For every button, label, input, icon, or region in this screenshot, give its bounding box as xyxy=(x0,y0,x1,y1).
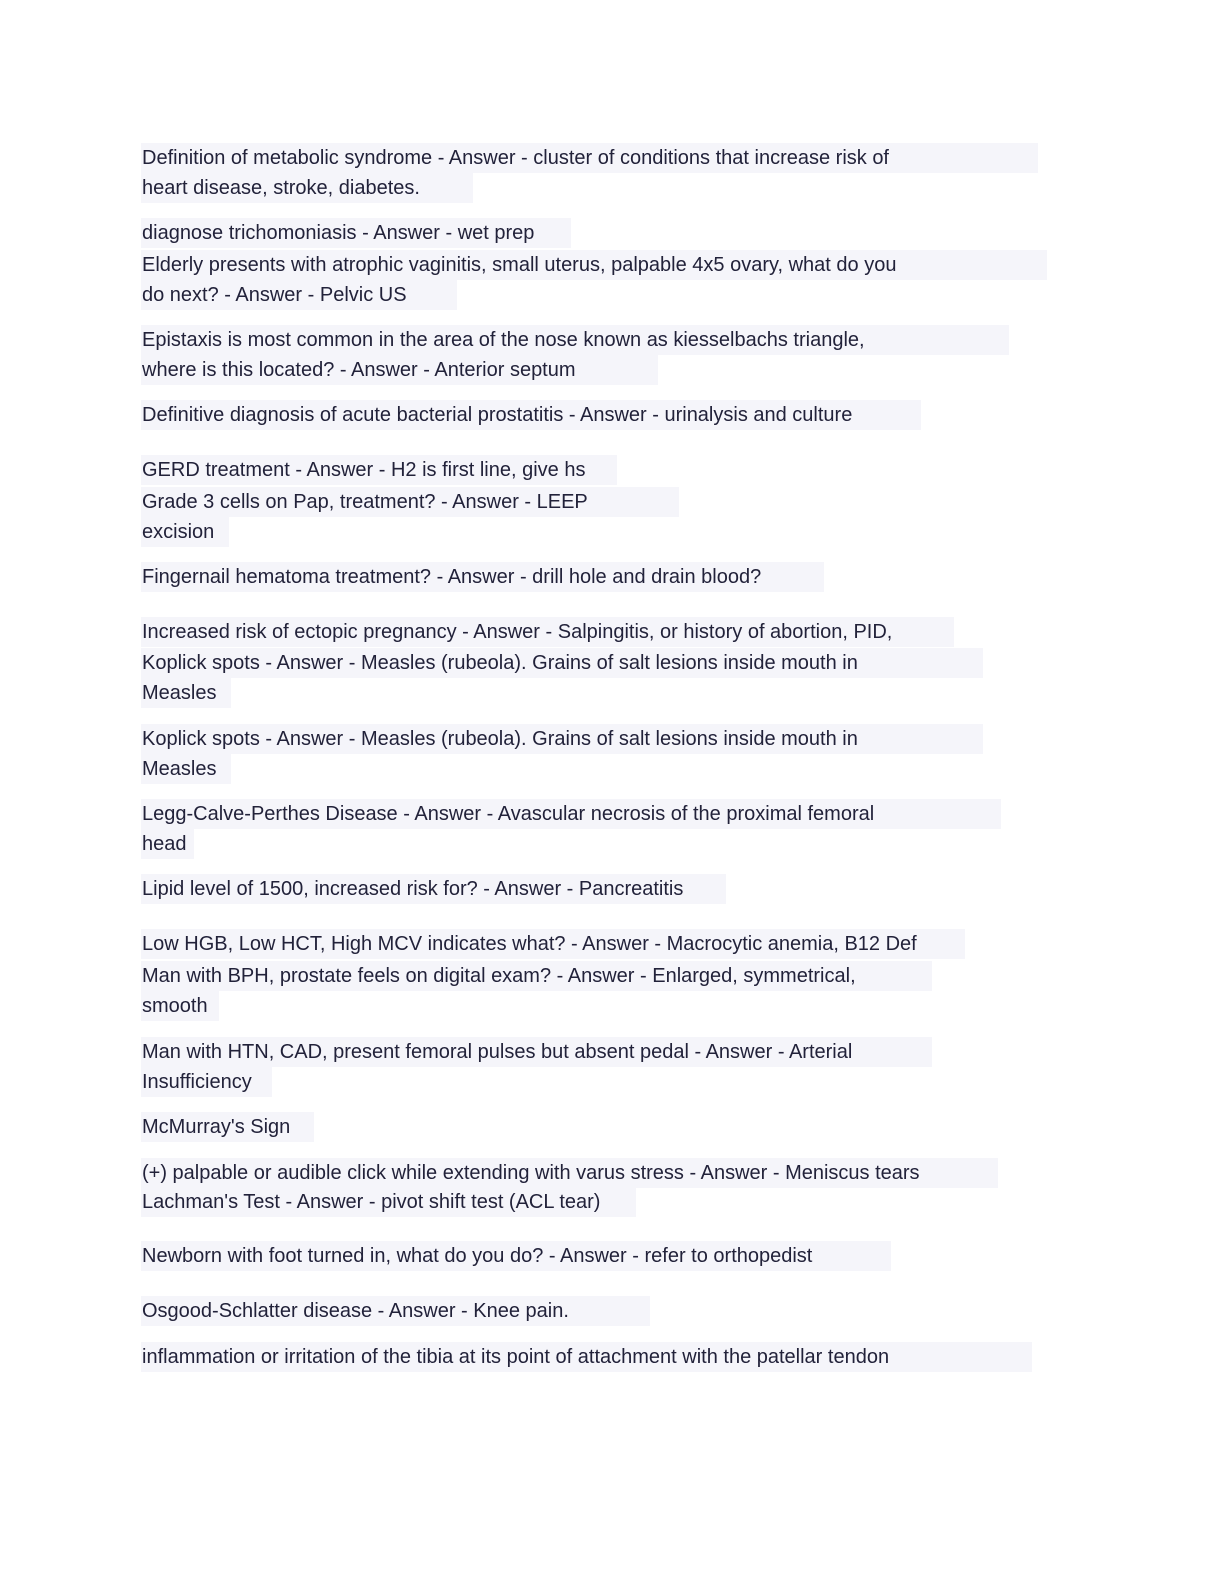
entry-line: smooth xyxy=(141,991,219,1021)
entry-line: Elderly presents with atrophic vaginitis, small uterus, palpable 4x5 ovary, what do you xyxy=(141,250,1047,280)
entry-line: GERD treatment - Answer - H2 is first line, give hs xyxy=(141,455,617,485)
qa-entry-ectopic-pregnancy xyxy=(141,617,954,647)
entry-line: Definitive diagnosis of acute bacterial prostatitis - Answer - urinalysis and culture xyxy=(141,400,921,430)
qa-entry-macrocytic-anemia xyxy=(141,929,965,959)
qa-entry-koplick-spots xyxy=(141,648,983,708)
entry-line: inflammation or irritation of the tibia at its point of attachment with the patellar tendon xyxy=(141,1342,1032,1372)
qa-entry-metabolic-syndrome xyxy=(141,143,1038,203)
qa-entry-newborn-foot xyxy=(141,1241,891,1271)
qa-entry-legg-calve-perthes xyxy=(141,799,1001,859)
qa-entry-osgood-schlatter xyxy=(141,1296,650,1326)
qa-entry-atrophic-vaginitis xyxy=(141,250,1047,310)
qa-entry-lipid-level xyxy=(141,874,726,904)
entry-line: Measles xyxy=(141,754,231,784)
qa-entry-arterial-insufficiency xyxy=(141,1037,932,1097)
entry-line: head xyxy=(141,829,194,859)
entry-line: Lipid level of 1500, increased risk for? - Answer - Pancreatitis xyxy=(141,874,726,904)
qa-entry-prostatitis xyxy=(141,400,921,430)
entry-line: (+) palpable or audible click while extending with varus stress - Answer - Meniscus tears xyxy=(141,1158,998,1188)
entry-line: Low HGB, Low HCT, High MCV indicates what? - Answer - Macrocytic anemia, B12 Def xyxy=(141,929,965,959)
entry-line: Koplick spots - Answer - Measles (rubeola). Grains of salt lesions inside mouth in xyxy=(141,724,983,754)
qa-entry-gerd xyxy=(141,455,617,485)
entry-line: Epistaxis is most common in the area of the nose known as kiesselbachs triangle, xyxy=(141,325,1009,355)
qa-entry-trichomoniasis xyxy=(141,218,571,248)
qa-entry-fingernail-hematoma xyxy=(141,562,824,592)
entry-line: Koplick spots - Answer - Measles (rubeola). Grains of salt lesions inside mouth in xyxy=(141,648,983,678)
entry-line: diagnose trichomoniasis - Answer - wet prep xyxy=(141,218,571,248)
entry-line: Legg-Calve-Perthes Disease - Answer - Avascular necrosis of the proximal femoral xyxy=(141,799,1001,829)
entry-line: Increased risk of ectopic pregnancy - Answer - Salpingitis, or history of abortion, PID, xyxy=(141,617,954,647)
entry-line: excision xyxy=(141,517,229,547)
entry-line: Definition of metabolic syndrome - Answer - cluster of conditions that increase risk of xyxy=(141,143,1038,173)
entry-line: Grade 3 cells on Pap, treatment? - Answer - LEEP xyxy=(141,487,679,517)
qa-entry-mcmurray-sign xyxy=(141,1112,314,1142)
qa-entry-koplick-spots-repeat xyxy=(141,724,983,784)
entry-line: McMurray's Sign xyxy=(141,1112,314,1142)
entry-line: where is this located? - Answer - Anterior septum xyxy=(141,355,658,385)
entry-line: Newborn with foot turned in, what do you do? - Answer - refer to orthopedist xyxy=(141,1241,891,1271)
qa-entry-pap-grade-3 xyxy=(141,487,679,547)
entry-line: Fingernail hematoma treatment? - Answer - drill hole and drain blood? xyxy=(141,562,824,592)
entry-line: do next? - Answer - Pelvic US xyxy=(141,280,457,310)
entry-line: Man with BPH, prostate feels on digital exam? - Answer - Enlarged, symmetrical, xyxy=(141,961,932,991)
qa-entry-lachman-test xyxy=(141,1187,636,1217)
qa-entry-meniscus-tears xyxy=(141,1158,998,1188)
qa-entry-epistaxis xyxy=(141,325,1009,385)
entry-line: Lachman's Test - Answer - pivot shift test (ACL tear) xyxy=(141,1187,636,1217)
entry-line: heart disease, stroke, diabetes. xyxy=(141,173,473,203)
entry-line: Insufficiency xyxy=(141,1067,272,1097)
entry-line: Osgood-Schlatter disease - Answer - Knee pain. xyxy=(141,1296,650,1326)
qa-entry-bph xyxy=(141,961,932,1021)
entry-line: Man with HTN, CAD, present femoral pulses but absent pedal - Answer - Arterial xyxy=(141,1037,932,1067)
entry-line: Measles xyxy=(141,678,231,708)
qa-entry-tibia-inflammation xyxy=(141,1342,1032,1372)
